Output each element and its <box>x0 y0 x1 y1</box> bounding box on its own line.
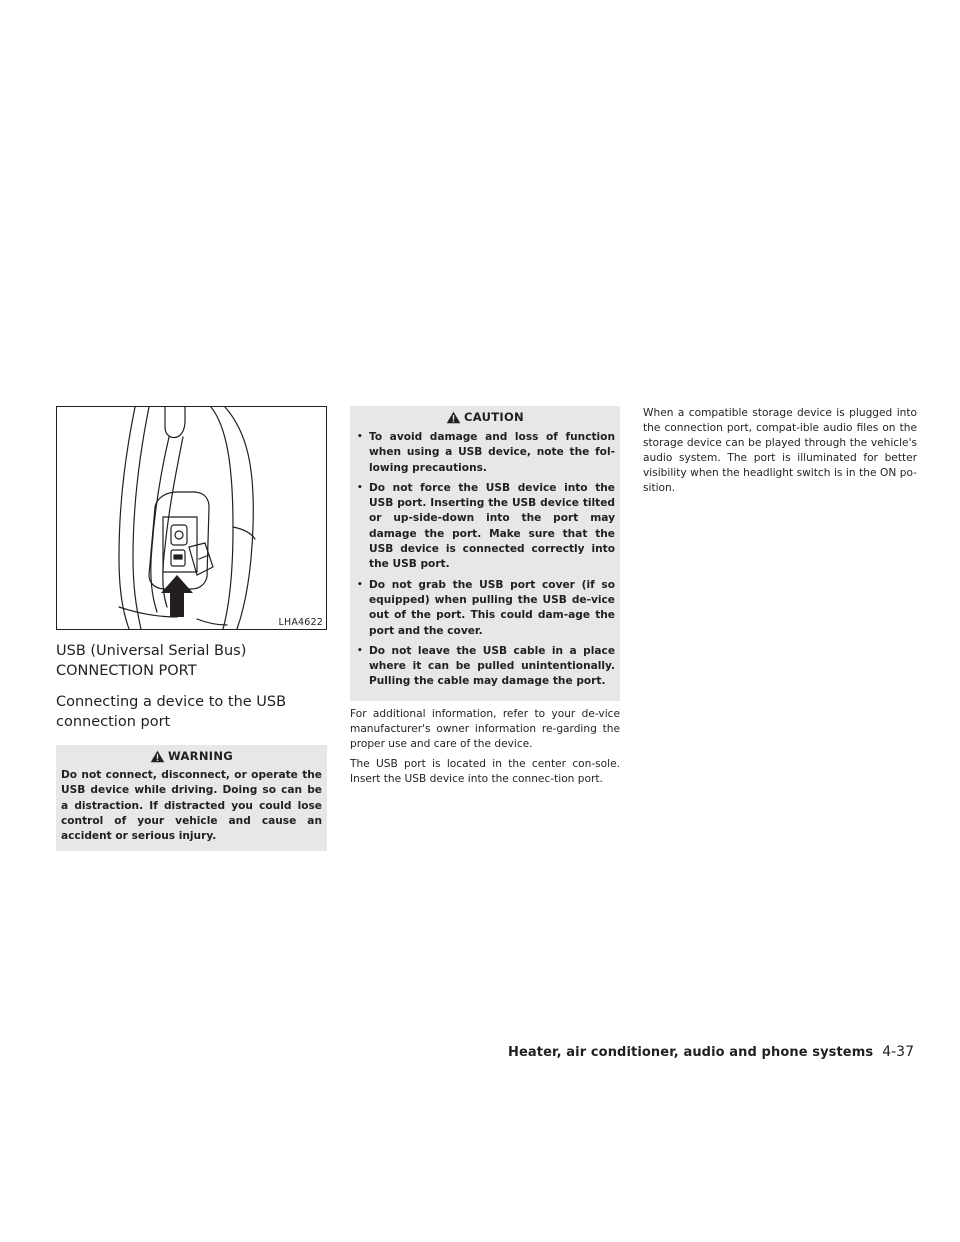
subsection-title-line1: Connecting a device to the USB <box>56 694 287 710</box>
warning-header <box>61 745 322 767</box>
subsection-title-line2: connection port <box>56 714 171 730</box>
figure-code: LHA4622 <box>278 617 323 628</box>
footer-section-title: Heater, air conditioner, audio and phone systems <box>508 1045 874 1060</box>
section-title <box>56 641 327 681</box>
warning-triangle-icon <box>150 750 165 763</box>
body-paragraph: When a compatible storage device is plugged into the connection port, compat-ible audio files on the storage device can be played through the vehicle's audio system. The port is illuminated for better visibility when the headlight switch is in the ON po-sition. <box>643 407 917 494</box>
caution-title: CAUTION <box>464 410 524 424</box>
body-paragraph: The USB port is located in the center con-sole. Insert the USB device into the connec-tion port. <box>350 758 620 786</box>
warning-text: Do not connect, disconnect, or operate the USB device while driving. Doing so can be a distraction. If distracted you could lose control of your vehicle and cause an accident or serious injury. <box>61 769 322 843</box>
page-footer <box>508 1044 914 1060</box>
console-drawing <box>57 407 326 629</box>
body-paragraph: For additional information, refer to your de-vice manufacturer's owner information re-garding the proper use and care of the device. <box>350 707 620 750</box>
caution-item: • Do not force the USB device into the USB port. Inserting the USB device tilted or up-side-down into the port may damage the port. Make sure that the USB device is connected correctly into the USB port. <box>355 481 615 573</box>
caution-header <box>355 406 615 428</box>
section-title-line1: USB (Universal Serial Bus) <box>56 643 247 659</box>
page-number: 4-37 <box>882 1044 914 1060</box>
caution-item: • Do not grab the USB port cover (if so equipped) when pulling the USB de-vice out of the port. This could dam-age the port and the cover. <box>355 578 615 639</box>
left-column <box>56 406 327 851</box>
right-column <box>643 406 917 495</box>
caution-item: • To avoid damage and loss of function when using a USB device, note the fol-lowing precautions. <box>355 430 615 476</box>
warning-box <box>56 745 327 851</box>
caution-box <box>350 406 620 701</box>
caution-list <box>355 430 615 690</box>
section-title-line2: CONNECTION PORT <box>56 663 197 679</box>
subsection-title <box>56 692 327 732</box>
warning-title: WARNING <box>168 749 233 763</box>
usb-port-illustration <box>56 406 327 630</box>
caution-triangle-icon <box>446 411 461 424</box>
caution-item: • Do not leave the USB cable in a place where it can be pulled unintentionally. Pulling the cable may damage the port. <box>355 644 615 690</box>
middle-column <box>350 406 620 787</box>
